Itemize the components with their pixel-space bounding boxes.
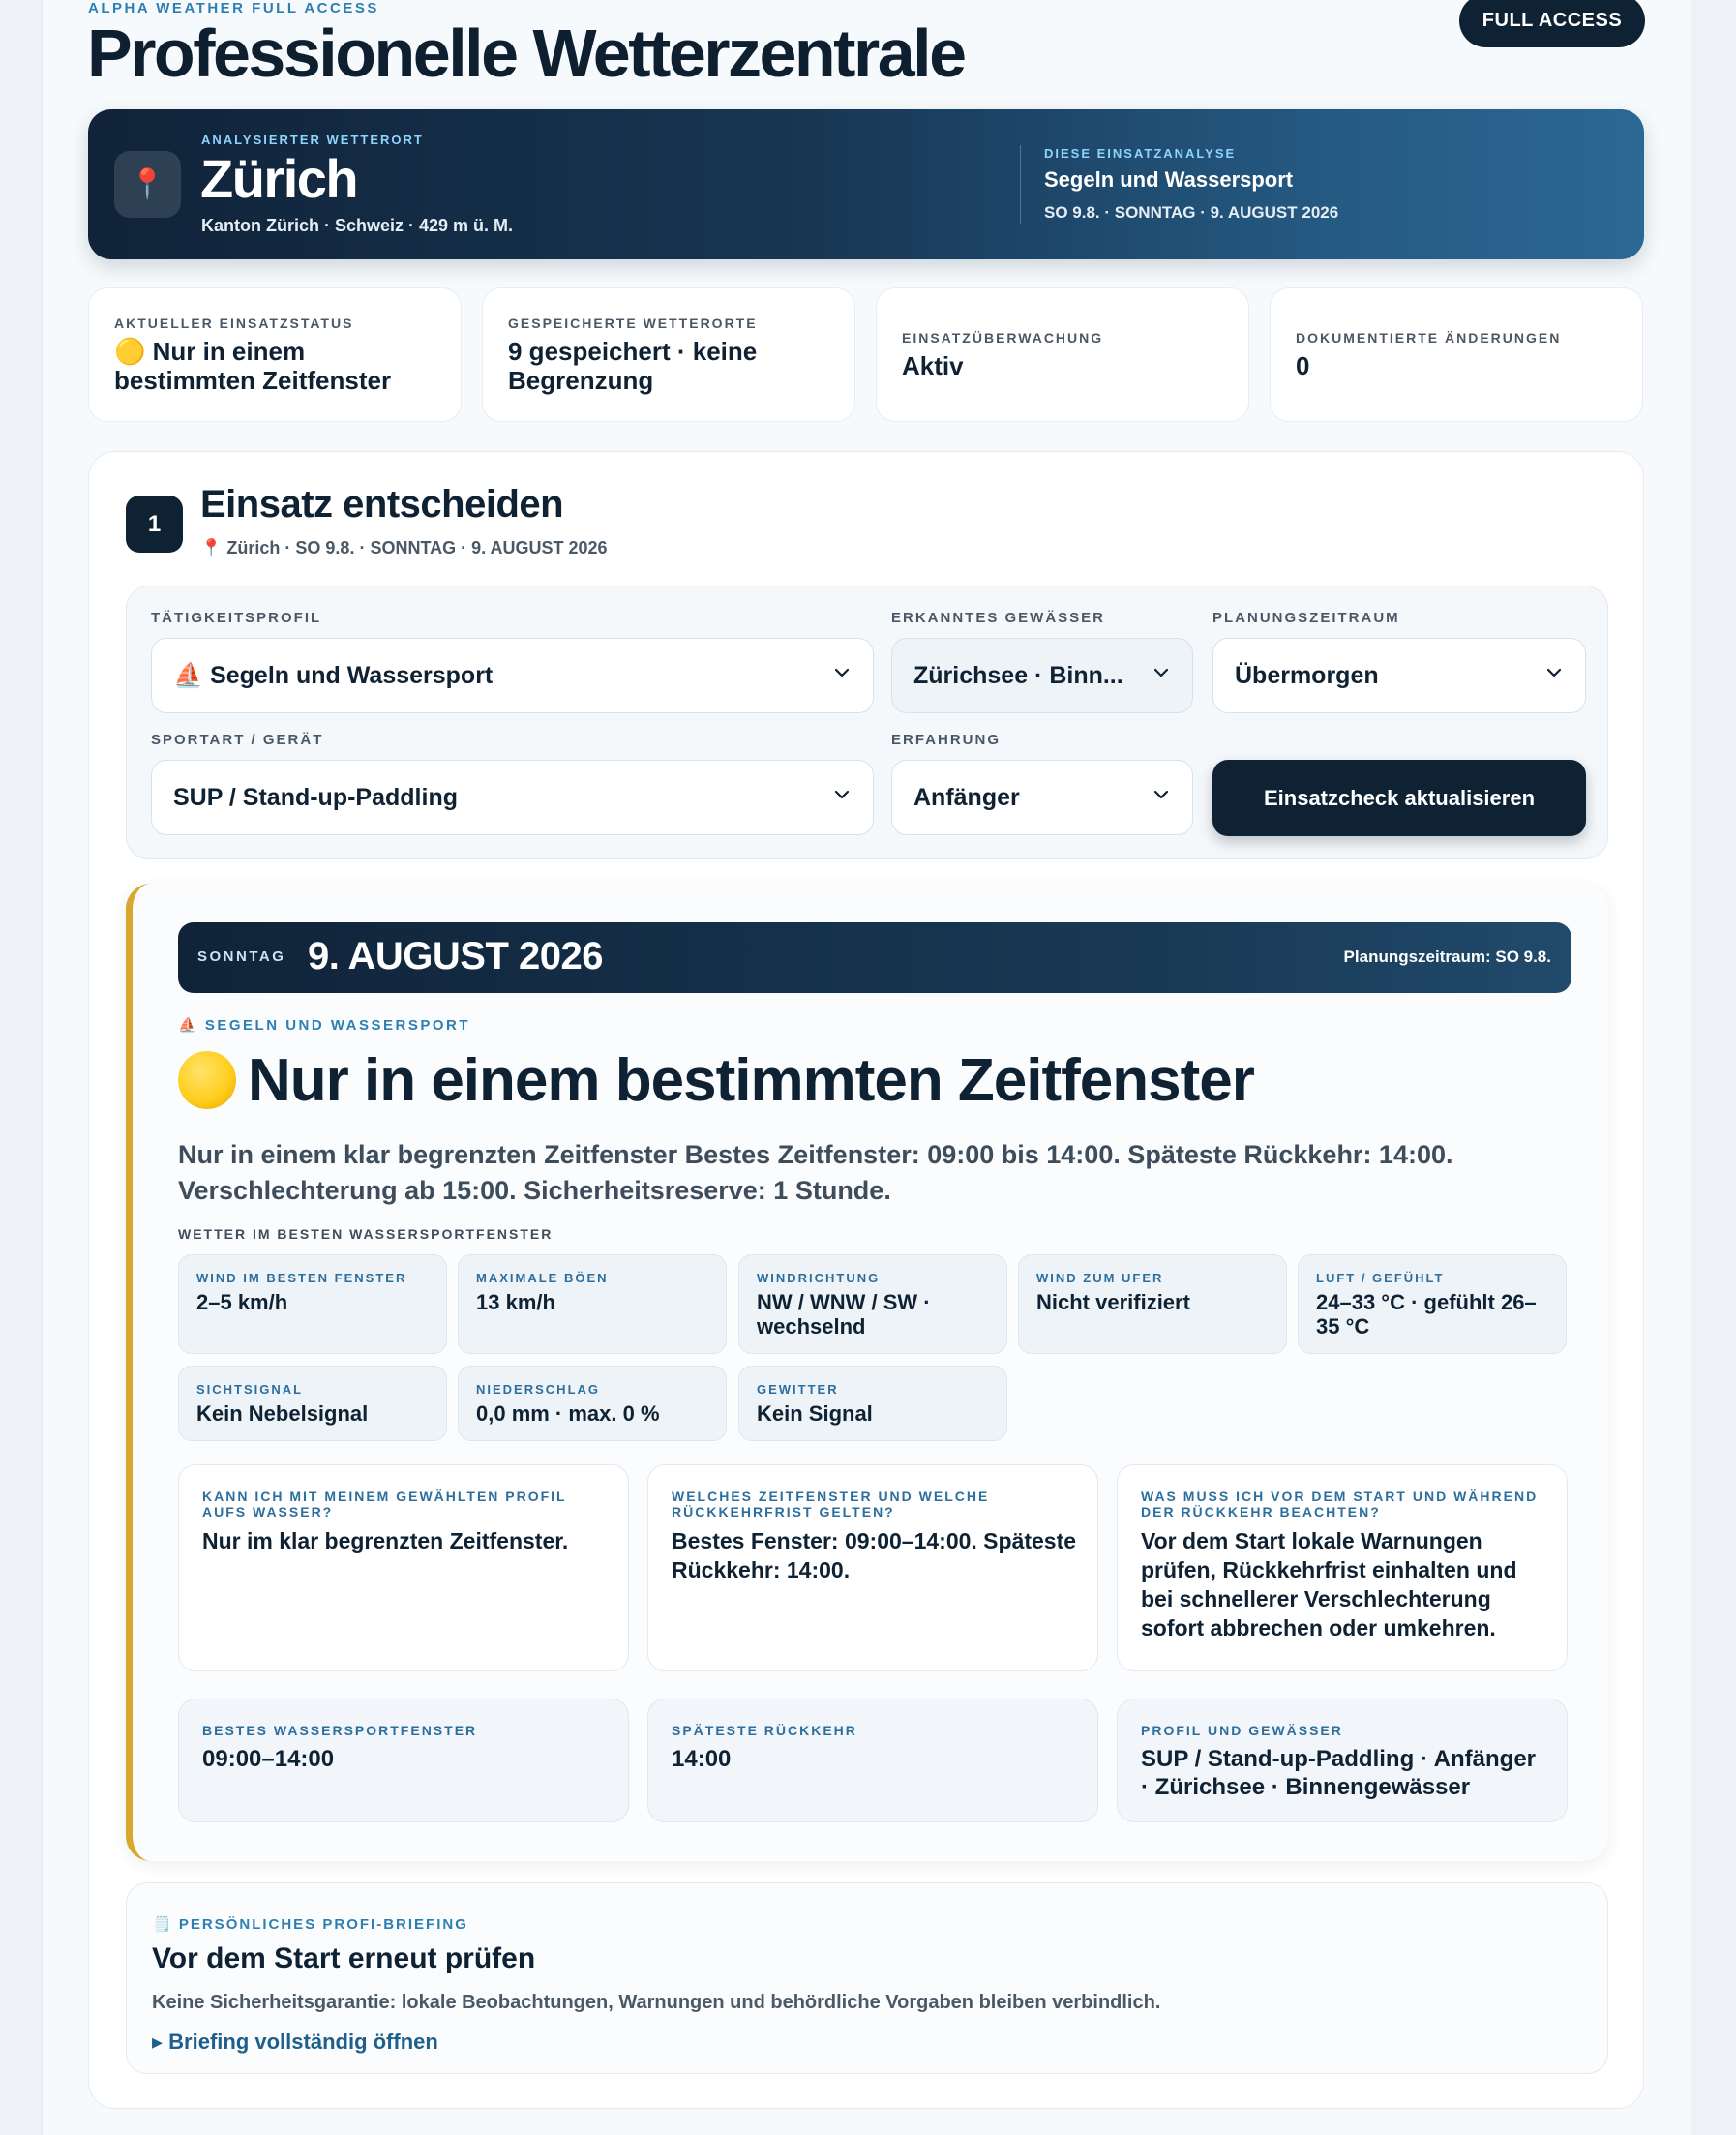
summary-value: 14:00 bbox=[672, 1746, 732, 1772]
weather-tile-value: 2–5 km/h bbox=[196, 1290, 288, 1314]
weather-tile-value: NW / WNW / SW · wechselnd bbox=[757, 1290, 931, 1338]
question-answer: Nur im klar begrenzten Zeitfenster. bbox=[202, 1528, 569, 1553]
weather-tile-label: NIEDERSCHLAG bbox=[476, 1382, 601, 1397]
location-city: Zürich bbox=[200, 148, 358, 209]
result-card bbox=[126, 884, 1608, 1861]
weather-tile-value: Kein Signal bbox=[757, 1401, 873, 1426]
analysis-title: Segeln und Wassersport bbox=[1044, 167, 1294, 192]
period-value: Übermorgen bbox=[1235, 661, 1379, 689]
experience-select[interactable] bbox=[891, 760, 1193, 835]
question-label: KANN ICH MIT MEINEM GEWÄHLTEN PROFIL AUFS WASSER? bbox=[202, 1488, 567, 1519]
stat-card-status bbox=[88, 287, 462, 422]
briefing-card bbox=[126, 1882, 1608, 2074]
weather-tile-label: WINDRICHTUNG bbox=[757, 1271, 881, 1285]
location-banner bbox=[88, 109, 1644, 259]
question-answer: Bestes Fenster: 09:00–14:00. Späteste Rückkehr: 14:00. bbox=[672, 1528, 1077, 1582]
question-answer: Vor dem Start lokale Warnungen prüfen, Rückkehrfrist einhalten und bei schnellerer Verschlechterung sofort abbrechen oder umkehren. bbox=[1141, 1528, 1517, 1640]
stat-value: 0 bbox=[1296, 351, 1310, 380]
chevron-down-icon bbox=[834, 787, 850, 802]
water-select[interactable] bbox=[891, 638, 1193, 713]
question-card-profile bbox=[178, 1464, 629, 1671]
summary-value: 09:00–14:00 bbox=[202, 1746, 335, 1772]
weather-tile-value: 13 km/h bbox=[476, 1290, 555, 1314]
weather-tile-label: GEWITTER bbox=[757, 1382, 839, 1397]
weather-tile-visibility bbox=[178, 1366, 447, 1441]
mission-form bbox=[126, 586, 1608, 859]
weather-tile-label: WIND IM BESTEN FENSTER bbox=[196, 1271, 407, 1285]
weather-tile-label: MAXIMALE BÖEN bbox=[476, 1271, 609, 1285]
experience-value: Anfänger bbox=[913, 783, 1020, 811]
question-label: WAS MUSS ICH VOR DEM START UND WÄHREND DER RÜCKKEHR BEACHTEN? bbox=[1141, 1488, 1539, 1519]
step-badge: 1 bbox=[126, 496, 183, 553]
stat-label: EINSATZÜBERWACHUNG bbox=[902, 330, 1104, 346]
weather-section-label: WETTER IM BESTEN WASSERSPORTFENSTER bbox=[178, 1226, 554, 1242]
full-access-button[interactable]: FULL ACCESS bbox=[1459, 0, 1645, 47]
date-main: 9. AUGUST 2026 bbox=[308, 935, 603, 977]
yellow-status-icon bbox=[178, 1051, 236, 1109]
activity-select[interactable] bbox=[151, 638, 874, 713]
briefing-eyebrow: 🗒️ PERSÖNLICHES PROFI-BRIEFING bbox=[153, 1916, 468, 1933]
analysis-eyebrow: DIESE EINSATZANALYSE bbox=[1044, 146, 1237, 161]
analysis-date: SO 9.8. · SONNTAG · 9. AUGUST 2026 bbox=[1044, 203, 1339, 222]
section-subtitle: 📍 Zürich · SO 9.8. · SONNTAG · 9. AUGUST 2026 bbox=[200, 538, 608, 557]
summary-label: SPÄTESTE RÜCKKEHR bbox=[672, 1723, 857, 1738]
activity-value: ⛵ Segeln und Wassersport bbox=[173, 661, 494, 689]
decision-panel bbox=[88, 451, 1644, 2109]
weather-tile-label: WIND ZUM UFER bbox=[1036, 1271, 1164, 1285]
experience-label: ERFAHRUNG bbox=[891, 732, 1002, 748]
weather-tile-value: 24–33 °C · gefühlt 26–35 °C bbox=[1316, 1290, 1537, 1338]
stat-value: Aktiv bbox=[902, 351, 964, 380]
weather-tile-value: Nicht verifiziert bbox=[1036, 1290, 1190, 1314]
open-briefing-link[interactable]: ▸ Briefing vollständig öffnen bbox=[152, 2030, 438, 2054]
stat-card-saved-locations bbox=[482, 287, 855, 422]
stat-card-monitoring bbox=[876, 287, 1249, 422]
chevron-down-icon bbox=[834, 665, 850, 680]
date-weekday: SONNTAG bbox=[197, 948, 286, 965]
update-check-button[interactable]: Einsatzcheck aktualisieren bbox=[1212, 760, 1586, 836]
briefing-title: Vor dem Start erneut prüfen bbox=[152, 1942, 536, 1974]
summary-label: BESTES WASSERSPORTFENSTER bbox=[202, 1723, 478, 1738]
period-select[interactable] bbox=[1212, 638, 1586, 713]
sport-value: SUP / Stand-up-Paddling bbox=[173, 783, 458, 811]
sport-select[interactable] bbox=[151, 760, 874, 835]
weather-tile-direction bbox=[738, 1254, 1007, 1354]
weather-tile-label: SICHTSIGNAL bbox=[196, 1382, 304, 1397]
section-title: Einsatz entscheiden bbox=[200, 483, 564, 526]
question-card-precautions bbox=[1117, 1464, 1568, 1671]
summary-value: SUP / Stand-up-Paddling · Anfänger · Zürichsee · Binnengewässer bbox=[1141, 1746, 1536, 1800]
summary-card-profile-water bbox=[1117, 1699, 1568, 1822]
stat-label: GESPEICHERTE WETTERORTE bbox=[508, 316, 758, 331]
activity-label: TÄTIGKEITSPROFIL bbox=[151, 610, 322, 626]
weather-tile-value: 0,0 mm · max. 0 % bbox=[476, 1401, 660, 1426]
result-description: Nur in einem klar begrenzten Zeitfenster Bestes Zeitfenster: 09:00 bis 14:00. Späteste Rückkehr: 14:00. Verschlechterung ab 15:00. Sicherheitsreserve: 1 Stunde. bbox=[178, 1140, 1453, 1205]
stat-card-changes bbox=[1270, 287, 1643, 422]
stat-value: 🟡 Nur in einem bestimmten Zeitfenster bbox=[114, 337, 392, 395]
chevron-down-icon bbox=[1546, 665, 1562, 680]
summary-card-latest-return bbox=[647, 1699, 1098, 1822]
chevron-down-icon bbox=[1153, 787, 1169, 802]
app-eyebrow: ALPHA WEATHER FULL ACCESS bbox=[88, 0, 379, 16]
planning-period-note: Planungszeitraum: SO 9.8. bbox=[1343, 947, 1551, 966]
result-title: Nur in einem bestimmten Zeitfenster bbox=[248, 1047, 1254, 1114]
water-label: ERKANNTES GEWÄSSER bbox=[891, 610, 1106, 626]
weather-tile-value: Kein Nebelsignal bbox=[196, 1401, 369, 1426]
stat-label: AKTUELLER EINSATZSTATUS bbox=[114, 316, 354, 331]
weather-tile-air-temp bbox=[1298, 1254, 1567, 1354]
location-pin-icon: 📍 bbox=[114, 151, 181, 218]
summary-card-best-window bbox=[178, 1699, 629, 1822]
weather-tile-precipitation bbox=[458, 1366, 727, 1441]
page-title: Professionelle Wetterzentrale bbox=[87, 15, 965, 91]
summary-label: PROFIL UND GEWÄSSER bbox=[1141, 1723, 1343, 1738]
question-label: WELCHES ZEITFENSTER UND WELCHE RÜCKKEHRFRIST GELTEN? bbox=[672, 1488, 990, 1519]
sport-label: SPORTART / GERÄT bbox=[151, 732, 324, 748]
weather-tile-label: LUFT / GEFÜHLT bbox=[1316, 1271, 1445, 1285]
water-value: Zürichsee · Binn... bbox=[913, 661, 1123, 689]
result-eyebrow: ⛵ SEGELN UND WASSERSPORT bbox=[178, 1017, 471, 1034]
stat-label: DOKUMENTIERTE ÄNDERUNGEN bbox=[1296, 330, 1562, 346]
banner-divider bbox=[1020, 145, 1021, 224]
weather-tile-shore-wind bbox=[1018, 1254, 1287, 1354]
weather-tile-gusts bbox=[458, 1254, 727, 1354]
date-bar bbox=[178, 922, 1571, 993]
stat-value: 9 gespeichert · keine Begrenzung bbox=[508, 337, 758, 395]
briefing-disclaimer: Keine Sicherheitsgarantie: lokale Beobachtungen, Warnungen und behördliche Vorgaben bleiben verbindlich. bbox=[152, 1992, 1161, 2013]
location-eyebrow: ANALYSIERTER WETTERORT bbox=[201, 133, 424, 147]
weather-tile-thunderstorm bbox=[738, 1366, 1007, 1441]
period-label: PLANUNGSZEITRAUM bbox=[1212, 610, 1400, 626]
chevron-down-icon bbox=[1153, 665, 1169, 680]
question-card-timewindow bbox=[647, 1464, 1098, 1671]
weather-tile-wind bbox=[178, 1254, 447, 1354]
location-details: Kanton Zürich · Schweiz · 429 m ü. M. bbox=[201, 216, 514, 235]
